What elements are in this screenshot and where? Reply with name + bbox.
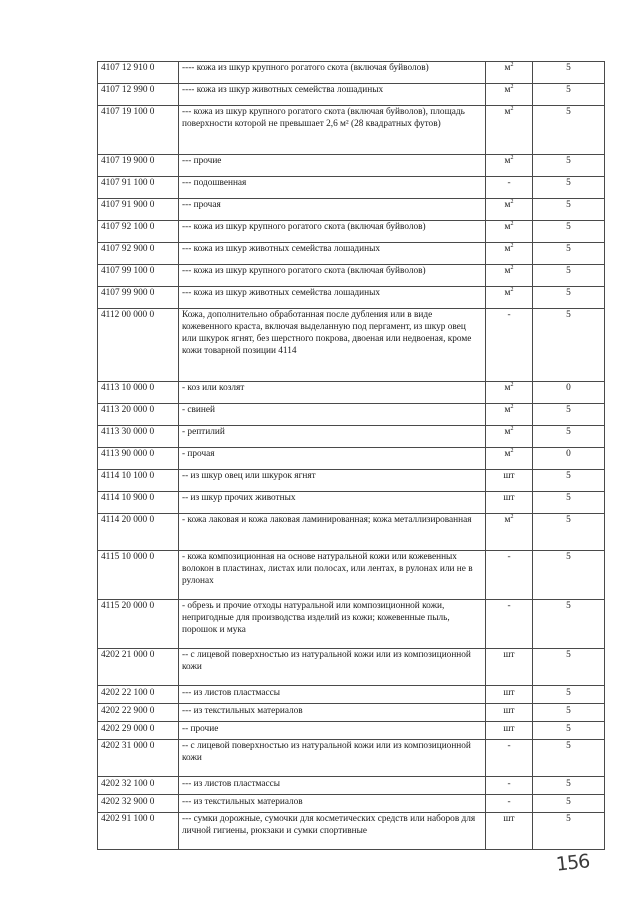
goods-description-cell bbox=[179, 243, 486, 265]
goods-description-cell-text: -- из шкур овец или шкурок ягнят bbox=[182, 471, 316, 481]
goods-description-cell bbox=[179, 492, 486, 514]
unit-cell-text: м bbox=[504, 383, 511, 393]
unit-exponent: 2 bbox=[510, 106, 514, 112]
unit-cell-text: - bbox=[507, 601, 511, 611]
goods-description-cell-text: --- прочая bbox=[182, 200, 221, 210]
tnved-code-cell-text: 4113 30 000 0 bbox=[101, 427, 155, 437]
tnved-code-cell bbox=[98, 382, 179, 404]
goods-description-cell bbox=[179, 600, 486, 649]
unit-cell-text: шт bbox=[503, 688, 515, 698]
duty-rate-cell-text: 5 bbox=[566, 266, 571, 276]
duty-rate-cell bbox=[533, 287, 605, 309]
goods-description-cell-text: -- с лицевой поверхностью из натуральной кожи или из композиционной кожи bbox=[182, 741, 471, 763]
tnved-code-cell-text: 4115 20 000 0 bbox=[101, 601, 155, 611]
unit-cell bbox=[486, 84, 533, 106]
table-row bbox=[98, 740, 605, 777]
unit-cell bbox=[486, 382, 533, 404]
duty-rate-cell bbox=[533, 514, 605, 551]
tnved-code-cell bbox=[98, 704, 179, 722]
duty-rate-cell bbox=[533, 84, 605, 106]
tnved-code-cell-text: 4202 31 000 0 bbox=[101, 741, 155, 751]
tariff-table-body bbox=[98, 62, 605, 850]
goods-description-cell bbox=[179, 722, 486, 740]
unit-cell bbox=[486, 199, 533, 221]
duty-rate-cell bbox=[533, 649, 605, 686]
unit-cell-text: м bbox=[504, 266, 511, 276]
tnved-code-cell-text: 4113 90 000 0 bbox=[101, 449, 155, 459]
table-row bbox=[98, 704, 605, 722]
unit-cell bbox=[486, 740, 533, 777]
unit-cell bbox=[486, 287, 533, 309]
unit-cell-text: м bbox=[504, 200, 511, 210]
duty-rate-cell-text: 5 bbox=[566, 797, 571, 807]
unit-cell-text: шт bbox=[503, 471, 515, 481]
duty-rate-cell-text: 5 bbox=[566, 650, 571, 660]
goods-description-cell-text: --- прочие bbox=[182, 156, 222, 166]
tnved-code-cell-text: 4107 19 100 0 bbox=[101, 107, 155, 117]
goods-description-cell bbox=[179, 426, 486, 448]
goods-description-cell-text: --- кожа из шкур животных семейства лошадиных bbox=[182, 244, 380, 254]
table-row bbox=[98, 551, 605, 600]
tnved-code-cell bbox=[98, 426, 179, 448]
unit-cell-text: м bbox=[504, 515, 511, 525]
tnved-code-cell-text: 4107 99 100 0 bbox=[101, 266, 155, 276]
unit-exponent: 2 bbox=[510, 514, 514, 520]
unit-exponent: 2 bbox=[510, 243, 514, 249]
table-row bbox=[98, 448, 605, 470]
duty-rate-cell bbox=[533, 382, 605, 404]
tnved-code-cell-text: 4115 10 000 0 bbox=[101, 552, 155, 562]
unit-cell-text: шт bbox=[503, 706, 515, 716]
table-row bbox=[98, 382, 605, 404]
table-row bbox=[98, 155, 605, 177]
duty-rate-cell bbox=[533, 265, 605, 287]
tnved-code-cell-text: 4202 91 100 0 bbox=[101, 814, 155, 824]
unit-cell bbox=[486, 492, 533, 514]
tnved-code-cell-text: 4114 10 100 0 bbox=[101, 471, 155, 481]
tnved-code-cell bbox=[98, 287, 179, 309]
goods-description-cell bbox=[179, 382, 486, 404]
unit-exponent: 2 bbox=[510, 62, 514, 68]
table-row bbox=[98, 177, 605, 199]
tnved-code-cell bbox=[98, 62, 179, 84]
goods-description-cell bbox=[179, 199, 486, 221]
duty-rate-cell-text: 5 bbox=[566, 471, 571, 481]
tnved-code-cell-text: 4107 91 100 0 bbox=[101, 178, 155, 188]
unit-cell bbox=[486, 62, 533, 84]
handwritten-page-number: 156 bbox=[554, 850, 591, 876]
unit-cell bbox=[486, 106, 533, 155]
tnved-code-cell-text: 4107 19 900 0 bbox=[101, 156, 155, 166]
duty-rate-cell-text: 5 bbox=[566, 814, 571, 824]
goods-description-cell-text: Кожа, дополнительно обработанная после дубления или в виде кожевенного краста, включая выделанную под пергамент, из шкур овец или шкурок ягнят, без шерстного покрова, двоеная или недвоеная, кроме кожи товарной позиции 4114 bbox=[182, 310, 472, 356]
goods-description-cell bbox=[179, 84, 486, 106]
tnved-code-cell-text: 4107 12 910 0 bbox=[101, 63, 155, 73]
duty-rate-cell-text: 5 bbox=[566, 515, 571, 525]
goods-description-cell-text: --- из листов пластмассы bbox=[182, 688, 281, 698]
goods-description-cell-text: --- кожа из шкур крупного рогатого скота (включая буйволов) bbox=[182, 222, 426, 232]
goods-description-cell-text: --- кожа из шкур крупного рогатого скота (включая буйволов), площадь поверхности которой не превышает 2,6 м² (28 квадратных футов) bbox=[182, 107, 465, 129]
unit-exponent: 2 bbox=[510, 84, 514, 90]
tnved-code-cell bbox=[98, 177, 179, 199]
duty-rate-cell bbox=[533, 470, 605, 492]
unit-cell-text: м bbox=[504, 107, 511, 117]
unit-cell-text: шт bbox=[503, 724, 515, 734]
duty-rate-cell bbox=[533, 740, 605, 777]
goods-description-cell bbox=[179, 404, 486, 426]
table-row bbox=[98, 795, 605, 813]
goods-description-cell bbox=[179, 177, 486, 199]
table-row bbox=[98, 199, 605, 221]
goods-description-cell bbox=[179, 704, 486, 722]
unit-cell-text: шт bbox=[503, 650, 515, 660]
duty-rate-cell bbox=[533, 448, 605, 470]
duty-rate-cell-text: 5 bbox=[566, 288, 571, 298]
tnved-code-cell-text: 4107 12 990 0 bbox=[101, 85, 155, 95]
unit-exponent: 2 bbox=[510, 287, 514, 293]
table-row bbox=[98, 722, 605, 740]
tnved-code-cell bbox=[98, 649, 179, 686]
unit-exponent: 2 bbox=[510, 199, 514, 205]
unit-cell bbox=[486, 777, 533, 795]
tariff-table bbox=[97, 61, 605, 850]
goods-description-cell-text: - свиней bbox=[182, 405, 215, 415]
table-row bbox=[98, 84, 605, 106]
duty-rate-cell-text: 5 bbox=[566, 706, 571, 716]
tnved-code-cell bbox=[98, 795, 179, 813]
unit-cell-text: - bbox=[507, 178, 511, 188]
tnved-code-cell-text: 4202 32 900 0 bbox=[101, 797, 155, 807]
duty-rate-cell-text: 5 bbox=[566, 741, 571, 751]
tnved-code-cell bbox=[98, 722, 179, 740]
goods-description-cell bbox=[179, 221, 486, 243]
goods-description-cell-text: --- сумки дорожные, сумочки для косметических средств или наборов для личной гигиены, рюкзаки и сумки спортивные bbox=[182, 814, 476, 836]
duty-rate-cell bbox=[533, 177, 605, 199]
tnved-code-cell bbox=[98, 686, 179, 704]
duty-rate-cell bbox=[533, 551, 605, 600]
duty-rate-cell-text: 5 bbox=[566, 310, 571, 320]
unit-cell bbox=[486, 813, 533, 850]
tnved-code-cell-text: 4107 92 100 0 bbox=[101, 222, 155, 232]
unit-cell bbox=[486, 404, 533, 426]
tnved-code-cell-text: 4202 22 900 0 bbox=[101, 706, 155, 716]
unit-cell bbox=[486, 704, 533, 722]
unit-cell-text: м bbox=[504, 85, 511, 95]
tnved-code-cell bbox=[98, 514, 179, 551]
goods-description-cell bbox=[179, 265, 486, 287]
tnved-code-cell-text: 4107 92 900 0 bbox=[101, 244, 155, 254]
table-row bbox=[98, 106, 605, 155]
duty-rate-cell bbox=[533, 426, 605, 448]
tnved-code-cell bbox=[98, 221, 179, 243]
duty-rate-cell bbox=[533, 795, 605, 813]
unit-cell bbox=[486, 686, 533, 704]
goods-description-cell-text: --- кожа из шкур животных семейства лошадиных bbox=[182, 288, 380, 298]
unit-cell-text: - bbox=[507, 797, 511, 807]
goods-description-cell-text: ---- кожа из шкур животных семейства лошадиных bbox=[182, 85, 384, 95]
unit-exponent: 2 bbox=[510, 155, 514, 161]
goods-description-cell bbox=[179, 686, 486, 704]
unit-exponent: 2 bbox=[510, 448, 514, 454]
unit-cell bbox=[486, 722, 533, 740]
tnved-code-cell bbox=[98, 155, 179, 177]
unit-cell-text: м bbox=[504, 156, 511, 166]
goods-description-cell-text: - обрезь и прочие отходы натуральной или композиционной кожи, непригодные для производства изделий из кожи; кожевенные пыль, порошок и мука bbox=[182, 601, 450, 635]
goods-description-cell bbox=[179, 649, 486, 686]
goods-description-cell-text: -- с лицевой поверхностью из натуральной кожи или из композиционной кожи bbox=[182, 650, 471, 672]
duty-rate-cell bbox=[533, 404, 605, 426]
goods-description-cell-text: --- из листов пластмассы bbox=[182, 779, 281, 789]
duty-rate-cell bbox=[533, 155, 605, 177]
goods-description-cell bbox=[179, 551, 486, 600]
duty-rate-cell-text: 5 bbox=[566, 244, 571, 254]
table-row bbox=[98, 813, 605, 850]
duty-rate-cell-text: 5 bbox=[566, 178, 571, 188]
table-row bbox=[98, 309, 605, 382]
unit-cell bbox=[486, 649, 533, 686]
table-row bbox=[98, 62, 605, 84]
table-row bbox=[98, 404, 605, 426]
tnved-code-cell bbox=[98, 448, 179, 470]
unit-cell bbox=[486, 600, 533, 649]
duty-rate-cell-text: 5 bbox=[566, 427, 571, 437]
unit-cell-text: м bbox=[504, 427, 511, 437]
duty-rate-cell-text: 5 bbox=[566, 222, 571, 232]
duty-rate-cell bbox=[533, 492, 605, 514]
tnved-code-cell bbox=[98, 740, 179, 777]
tnved-code-cell bbox=[98, 243, 179, 265]
goods-description-cell-text: ---- кожа из шкур крупного рогатого скота (включая буйволов) bbox=[182, 63, 429, 73]
unit-exponent: 2 bbox=[510, 221, 514, 227]
unit-cell bbox=[486, 795, 533, 813]
duty-rate-cell-text: 5 bbox=[566, 493, 571, 503]
tnved-code-cell-text: 4202 29 000 0 bbox=[101, 724, 155, 734]
tnved-code-cell-text: 4113 10 000 0 bbox=[101, 383, 155, 393]
tnved-code-cell-text: 4114 20 000 0 bbox=[101, 515, 155, 525]
unit-cell-text: - bbox=[507, 741, 511, 751]
tnved-code-cell-text: 4107 99 900 0 bbox=[101, 288, 155, 298]
duty-rate-cell-text: 5 bbox=[566, 200, 571, 210]
goods-description-cell bbox=[179, 155, 486, 177]
unit-cell bbox=[486, 309, 533, 382]
duty-rate-cell-text: 0 bbox=[566, 383, 571, 393]
duty-rate-cell bbox=[533, 221, 605, 243]
duty-rate-cell-text: 5 bbox=[566, 156, 571, 166]
table-row bbox=[98, 492, 605, 514]
duty-rate-cell-text: 5 bbox=[566, 601, 571, 611]
goods-description-cell bbox=[179, 106, 486, 155]
table-row bbox=[98, 649, 605, 686]
unit-cell-text: - bbox=[507, 310, 511, 320]
goods-description-cell-text: - коз или козлят bbox=[182, 383, 245, 393]
duty-rate-cell bbox=[533, 62, 605, 84]
unit-cell bbox=[486, 177, 533, 199]
table-row bbox=[98, 287, 605, 309]
unit-exponent: 2 bbox=[510, 426, 514, 432]
duty-rate-cell bbox=[533, 813, 605, 850]
unit-cell-text: м bbox=[504, 244, 511, 254]
unit-cell bbox=[486, 448, 533, 470]
table-row bbox=[98, 265, 605, 287]
tnved-code-cell-text: 4113 20 000 0 bbox=[101, 405, 155, 415]
unit-cell-text: м bbox=[504, 63, 511, 73]
duty-rate-cell bbox=[533, 777, 605, 795]
goods-description-cell-text: --- кожа из шкур крупного рогатого скота (включая буйволов) bbox=[182, 266, 426, 276]
goods-description-cell-text: --- из текстильных материалов bbox=[182, 797, 303, 807]
tnved-code-cell bbox=[98, 265, 179, 287]
duty-rate-cell-text: 5 bbox=[566, 779, 571, 789]
tnved-code-cell bbox=[98, 404, 179, 426]
duty-rate-cell-text: 5 bbox=[566, 552, 571, 562]
duty-rate-cell-text: 5 bbox=[566, 63, 571, 73]
goods-description-cell bbox=[179, 740, 486, 777]
goods-description-cell bbox=[179, 514, 486, 551]
unit-cell bbox=[486, 551, 533, 600]
unit-cell bbox=[486, 514, 533, 551]
tnved-code-cell-text: 4202 22 100 0 bbox=[101, 688, 155, 698]
unit-exponent: 2 bbox=[510, 382, 514, 388]
unit-cell bbox=[486, 243, 533, 265]
goods-description-cell-text: - кожа лаковая и кожа лаковая ламинированная; кожа металлизированная bbox=[182, 515, 472, 525]
goods-description-cell bbox=[179, 470, 486, 492]
duty-rate-cell bbox=[533, 199, 605, 221]
tnved-code-cell bbox=[98, 813, 179, 850]
unit-cell bbox=[486, 221, 533, 243]
table-row bbox=[98, 777, 605, 795]
table-row bbox=[98, 600, 605, 649]
goods-description-cell-text: -- из шкур прочих животных bbox=[182, 493, 296, 503]
tnved-code-cell bbox=[98, 199, 179, 221]
duty-rate-cell-text: 5 bbox=[566, 405, 571, 415]
tnved-code-cell bbox=[98, 551, 179, 600]
duty-rate-cell bbox=[533, 243, 605, 265]
table-row bbox=[98, 470, 605, 492]
goods-description-cell bbox=[179, 62, 486, 84]
duty-rate-cell bbox=[533, 600, 605, 649]
goods-description-cell-text: - прочая bbox=[182, 449, 215, 459]
table-row bbox=[98, 514, 605, 551]
table-row bbox=[98, 686, 605, 704]
unit-cell-text: - bbox=[507, 779, 511, 789]
tnved-code-cell bbox=[98, 777, 179, 795]
unit-cell-text: м bbox=[504, 449, 511, 459]
unit-cell-text: шт bbox=[503, 493, 515, 503]
tnved-code-cell-text: 4107 91 900 0 bbox=[101, 200, 155, 210]
duty-rate-cell bbox=[533, 722, 605, 740]
unit-exponent: 2 bbox=[510, 265, 514, 271]
tnved-code-cell bbox=[98, 106, 179, 155]
unit-cell-text: - bbox=[507, 552, 511, 562]
duty-rate-cell bbox=[533, 106, 605, 155]
goods-description-cell-text: --- из текстильных материалов bbox=[182, 706, 303, 716]
tnved-code-cell-text: 4114 10 900 0 bbox=[101, 493, 155, 503]
table-row bbox=[98, 426, 605, 448]
goods-description-cell-text: --- подошвенная bbox=[182, 178, 247, 188]
duty-rate-cell bbox=[533, 704, 605, 722]
goods-description-cell bbox=[179, 448, 486, 470]
unit-cell-text: м bbox=[504, 222, 511, 232]
duty-rate-cell bbox=[533, 309, 605, 382]
duty-rate-cell-text: 5 bbox=[566, 688, 571, 698]
duty-rate-cell-text: 5 bbox=[566, 107, 571, 117]
goods-description-cell-text: -- прочие bbox=[182, 724, 219, 734]
tnved-code-cell bbox=[98, 84, 179, 106]
tnved-code-cell bbox=[98, 309, 179, 382]
unit-exponent: 2 bbox=[510, 404, 514, 410]
tnved-code-cell-text: 4112 00 000 0 bbox=[101, 310, 155, 320]
goods-description-cell-text: - рептилий bbox=[182, 427, 225, 437]
table-row bbox=[98, 243, 605, 265]
unit-cell-text: шт bbox=[503, 814, 515, 824]
unit-cell-text: м bbox=[504, 405, 511, 415]
table-row bbox=[98, 221, 605, 243]
goods-description-cell bbox=[179, 777, 486, 795]
duty-rate-cell bbox=[533, 686, 605, 704]
tnved-code-cell bbox=[98, 600, 179, 649]
goods-description-cell-text: - кожа композиционная на основе натуральной кожи или кожевенных волокон в пластинах, листах или полосах, или лентах, в рулонах или не в рулонах bbox=[182, 552, 473, 586]
goods-description-cell bbox=[179, 813, 486, 850]
duty-rate-cell-text: 5 bbox=[566, 85, 571, 95]
unit-cell bbox=[486, 426, 533, 448]
unit-cell bbox=[486, 155, 533, 177]
tnved-code-cell-text: 4202 21 000 0 bbox=[101, 650, 155, 660]
duty-rate-cell-text: 0 bbox=[566, 449, 571, 459]
goods-description-cell bbox=[179, 309, 486, 382]
tnved-code-cell bbox=[98, 470, 179, 492]
tnved-code-cell bbox=[98, 492, 179, 514]
duty-rate-cell-text: 5 bbox=[566, 724, 571, 734]
unit-cell-text: м bbox=[504, 288, 511, 298]
unit-cell bbox=[486, 265, 533, 287]
goods-description-cell bbox=[179, 287, 486, 309]
unit-cell bbox=[486, 470, 533, 492]
goods-description-cell bbox=[179, 795, 486, 813]
tnved-code-cell-text: 4202 32 100 0 bbox=[101, 779, 155, 789]
